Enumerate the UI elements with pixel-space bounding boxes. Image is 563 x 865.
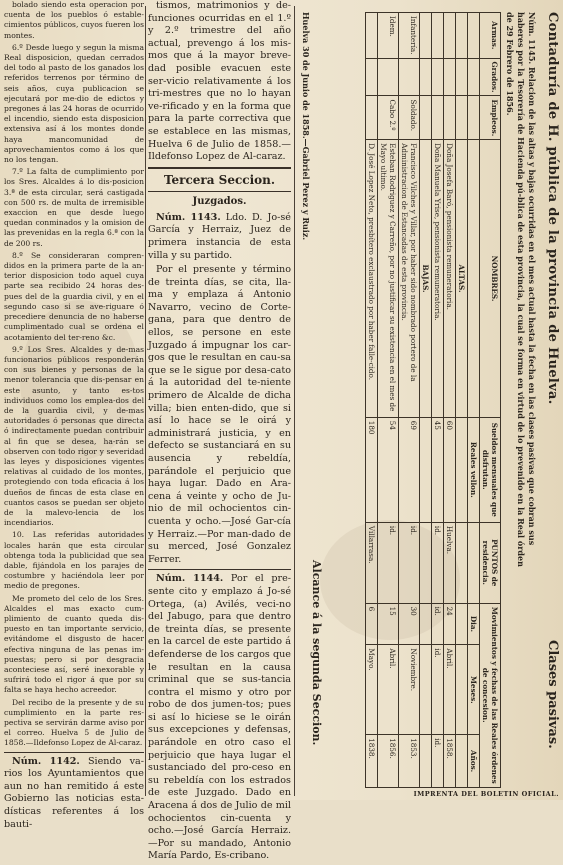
bajas-label: BAJAS.: [420, 140, 432, 418]
cell: 30: [399, 603, 420, 645]
column-middle: [148, 0, 291, 865]
cell: 24: [444, 603, 456, 645]
notice-1142: [4, 756, 144, 832]
cell: 1856.: [378, 735, 399, 788]
cell: Noviembre.: [399, 645, 420, 735]
rotated-content: [297, 0, 561, 800]
paragraph: bolado siendo esta operacion por cuenta de los pueblos ó estable-cimientos públicos, cuyos fueren los montes.: [4, 0, 144, 40]
cell: 1858.: [444, 735, 456, 788]
cell: 45: [432, 417, 444, 522]
cell: 15: [378, 603, 399, 645]
cell: id.: [399, 522, 420, 603]
divider: [4, 752, 144, 753]
cell: Idem.: [378, 13, 399, 59]
cell: [399, 58, 420, 96]
cell: id.: [432, 735, 444, 788]
notice-text: Siendo va-rios los Ayuntamientos que aun no han remitido á este Gobierno las noticias esta-dísticas referentes á los bauti-: [4, 755, 144, 830]
class-title: Clases pasivas.: [545, 640, 560, 749]
cell: Cabo 2.º: [378, 96, 399, 140]
section-title: Tercera Seccion.: [163, 172, 276, 187]
divider: [148, 191, 291, 192]
cell: id.: [432, 522, 444, 603]
sub-header: Meses.: [468, 645, 480, 735]
cell: Doña Manuela Yrise, pensionista remuneratoria.: [432, 140, 444, 418]
cell: [366, 58, 378, 96]
cell: id.: [378, 522, 399, 603]
divider: [148, 167, 291, 169]
signature-line: Huelva 30 de Junio de 1858.—Gabriel Perez y Ruiz.: [301, 12, 311, 241]
notice-1143-body: Por el presente y término de treinta días, se cita, lla-ma y emplaza á Antonio Navarro, vecino de Corte-gana, para que dentro de ellos, se persone en este Juzgado á impugnar los car-gos que le resultan en cau-sa que se le sigue por desa-cato á la autoridad del te-niente primero de Alcalde de dicha villa; bien enten-dido, que si así lo hace se le oirá y administrará justicia, y en defecto se sustanciará en su ausencia y rebeldía, parándole el perjuicio que haya lugar. Dado en Ara-cena á veinte y ocho de Ju-nio de mil ochocientos cin-cuenta y ocho.—José Gar-cía y Herraiz.—Por man-dado de su merced, José Gonzalez Ferrer.: [148, 264, 291, 565]
cell: D. José Lopez Neto, presbítero exclaustrado por haber falle-cido.: [366, 140, 378, 418]
notice-1144: [148, 573, 291, 863]
table-row: [444, 13, 456, 788]
paragraph: Del recibo de la presente y de su cumplimiento en la parte res-pectiva se servirán darme aviso por el correo. Huelva 5 de Julio de 1858.—Ildefonso Lopez de Al-caraz.: [4, 697, 144, 748]
notice-1143-heading: [148, 212, 291, 262]
col-header: Movimientos y fechas de las Reales órdenes de concesion.: [480, 603, 501, 787]
notice-number: Núm. 1143.: [156, 211, 221, 223]
divider: [148, 569, 291, 570]
panel-intro: Núm. 1145. Relacion de las altas y bajas ocurridas en el mes actual hasta la fecha en las clases pasivas que cobran sus haberes por la Tesorería de Hacienda pú-blica de esta provincia, la cual se forma en virtud de lo prevenido en la Real órden de 29 Febrero de 1856.: [505, 12, 537, 567]
cell: [444, 13, 456, 59]
table-row: [378, 13, 399, 788]
cell: Abril.: [378, 645, 399, 735]
notice-number: Núm. 1144.: [156, 573, 224, 585]
printer-imprint: IMPRENTA DEL BOLETIN OFICIAL.: [413, 790, 559, 798]
cell: [444, 96, 456, 140]
cell: 54: [378, 417, 399, 522]
cell: 6: [366, 603, 378, 645]
paragraph: 9.º Los Sres. Alcaldes y de-mas funcionarios públicos responderán con sus bienes y personas de la menor tolerancia que dis-pensar en este asunto, y tanto es-tos individuos como los emplea-dos del de la guardia civil, y de-mas autoridades ó personas que directa ó indirectamente puedan contribuir al fin que se desea, ha-rán se observen con todo rigor y severidad las leyes y disposiciones vigentes relativas al cuidado de los montes, protegiendo con toda eficacia á los dueños de fincas de esta clase en cuantos casos se puedan ser objeto de la malevo-lencia de los incendiarios.: [4, 344, 144, 528]
col-header: Grados.: [480, 58, 501, 96]
table-row: [366, 13, 378, 788]
col-header: Armas.: [480, 13, 501, 59]
cell: Infantería.: [399, 13, 420, 59]
notice-text: Por el pre-sente cito y emplazo á Jo-sé Ortega, (a) Avilés, veci-no del Jabugo, para que dentro de treinta días, se presente en la carcel de este partido á defenderse de los cargos que le resultan en la causa criminal que se sus-tancia contra el mismo y otro por robo de dos jumen-tos; pues si así lo hiciese se le oirán sus excepciones y defensas, parándole en otro caso el perjuicio que haya lugar el sustanciado del pro-ceso en su rebeldía con los estrados de este Juzgado. Dado en Aracena á dos de Julio de mil ochocientos cin-cuenta y ocho.—José García Herraiz.—Por su mandado, Antonio María Pardo, Es-cribano.: [148, 573, 291, 862]
cell: Mayo.: [366, 645, 378, 735]
column-left: [4, 0, 144, 833]
sub-header: Reales vellon.: [468, 417, 480, 522]
paragraph: 6.º Desde luego y segun la misma Real disposicion, quedan cerrados del todo al pasto de los ganados los referidos terrenos por término de seis años, cuya publicacion se ejecutará por me-dio de edictos y pregones á las 24 horas de ocurrido el incendio, siendo esta disposicion extensiva así á los montes donde haya mancomunidad de aprovechamientos como á los que no los tengan.: [4, 42, 144, 165]
cell: 1853.: [399, 735, 420, 788]
sub-header: Años.: [468, 735, 480, 788]
paragraph: 8.º Se consideraran compren-didos en la primera parte de la an-terior disposicion todo aquel cuya parte sea recibido 24 horas des-pues del de la guardia civil, y en el segundo caso si se ave-riguare ó precediere denuncia de no haberse cumplimentado cual se ordena el acotamiento del ter-reno &c.: [4, 250, 144, 342]
col-header: NOMBRES.: [480, 140, 501, 418]
subsection-title: Juzgados.: [192, 195, 247, 207]
cell: Doña Josefa Baró, pensionista remuneratoria.: [444, 140, 456, 418]
alcance-heading: Alcance á la segunda Seccion.: [310, 560, 323, 746]
col-header: Sueldos mensuales que disfrutan.: [480, 417, 501, 522]
cell: [378, 58, 399, 96]
paragraph: Me prometo del celo de los Sres. Alcaldes el mas exacto cum-plimiento de cuanto queda dis-puesto en tan importante servicio, evitándome el disgusto de hacer efectiva ninguna de las penas im-puestas; pero si por desgracia aconteciese así, seré inexorable y sufrirá todo el rigor á que por su falta se haya hecho acreedor.: [4, 593, 144, 695]
col-header: PUNTOS de residencia.: [480, 522, 501, 603]
cell: [432, 13, 444, 59]
cell: Soldado.: [399, 96, 420, 140]
cell: [432, 58, 444, 96]
cell: 1838.: [366, 735, 378, 788]
cell: id.: [432, 603, 444, 645]
cell: Abril.: [444, 645, 456, 735]
col-header: Empleos.: [480, 96, 501, 140]
cell: [366, 13, 378, 59]
cell: 60: [444, 417, 456, 522]
sub-header: Dia.: [468, 603, 480, 645]
panel-title: Contaduría de H. pública de la provincia de Huelva.: [545, 12, 560, 405]
column-rule: [294, 6, 295, 796]
paragraph: 7.º La falta de cumplimiento por los Sres. Alcaldes á lo dis-posicion 3.ª de esta circular, será castigada con 500 rs. de multa de irremisible exaccion en que desde luego quedan conminados y la omision de las prevenidas en la regla 6.ª con la de 200 rs.: [4, 167, 144, 248]
notice-text: Ldo. D. Jo-sé García y Herraiz, Juez de primera instancia de esta villa y su partido.: [148, 211, 291, 261]
cell: Villarrasa.: [366, 522, 378, 603]
altas-label: ALTAS.: [456, 140, 468, 418]
notice-number: Núm. 1142.: [12, 755, 80, 767]
cell: [444, 58, 456, 96]
cell: id.: [432, 645, 444, 735]
rotated-panel: [297, 0, 561, 800]
pensions-table: [365, 12, 501, 788]
cell: Esteban Rodriguez y Carreño, por no justificar su existencia en el mes de Mayo ultimo.: [378, 140, 399, 418]
column-rule: [145, 6, 146, 796]
cell: [366, 96, 378, 140]
cell: Francisco Vilches y Villar, por haber sido nombrado portero de la Administracion de Estancadas de esta provincia.: [399, 140, 420, 418]
paragraph: 10. Las referidas autoridades locales harán que esta circular obtenga toda la publicidad que sea dable, fijándola en los parajes de costumbre y haciéndola leer por medio de pregones.: [4, 530, 144, 591]
cell: [432, 96, 444, 140]
cell: Huelva.: [444, 522, 456, 603]
cell: 180: [366, 417, 378, 522]
table-row: [399, 13, 420, 788]
cell: 69: [399, 417, 420, 522]
paragraph: tismos, matrimonios y de-funciones ocurridas en el 1.º y 2.º trimestre del año actual, prevengo á los mis-mos que á la mayor breve-dad posible evacuen este ser-vicio relativamente á los tri-mestres que no lo hayan ve-rificado y en la forma que para la parte correctiva que se establece en las mismas, Huelva 6 de Julio de 1858.—Ildefonso Lopez de Al-caraz.: [148, 0, 291, 163]
table-row: [432, 13, 444, 788]
